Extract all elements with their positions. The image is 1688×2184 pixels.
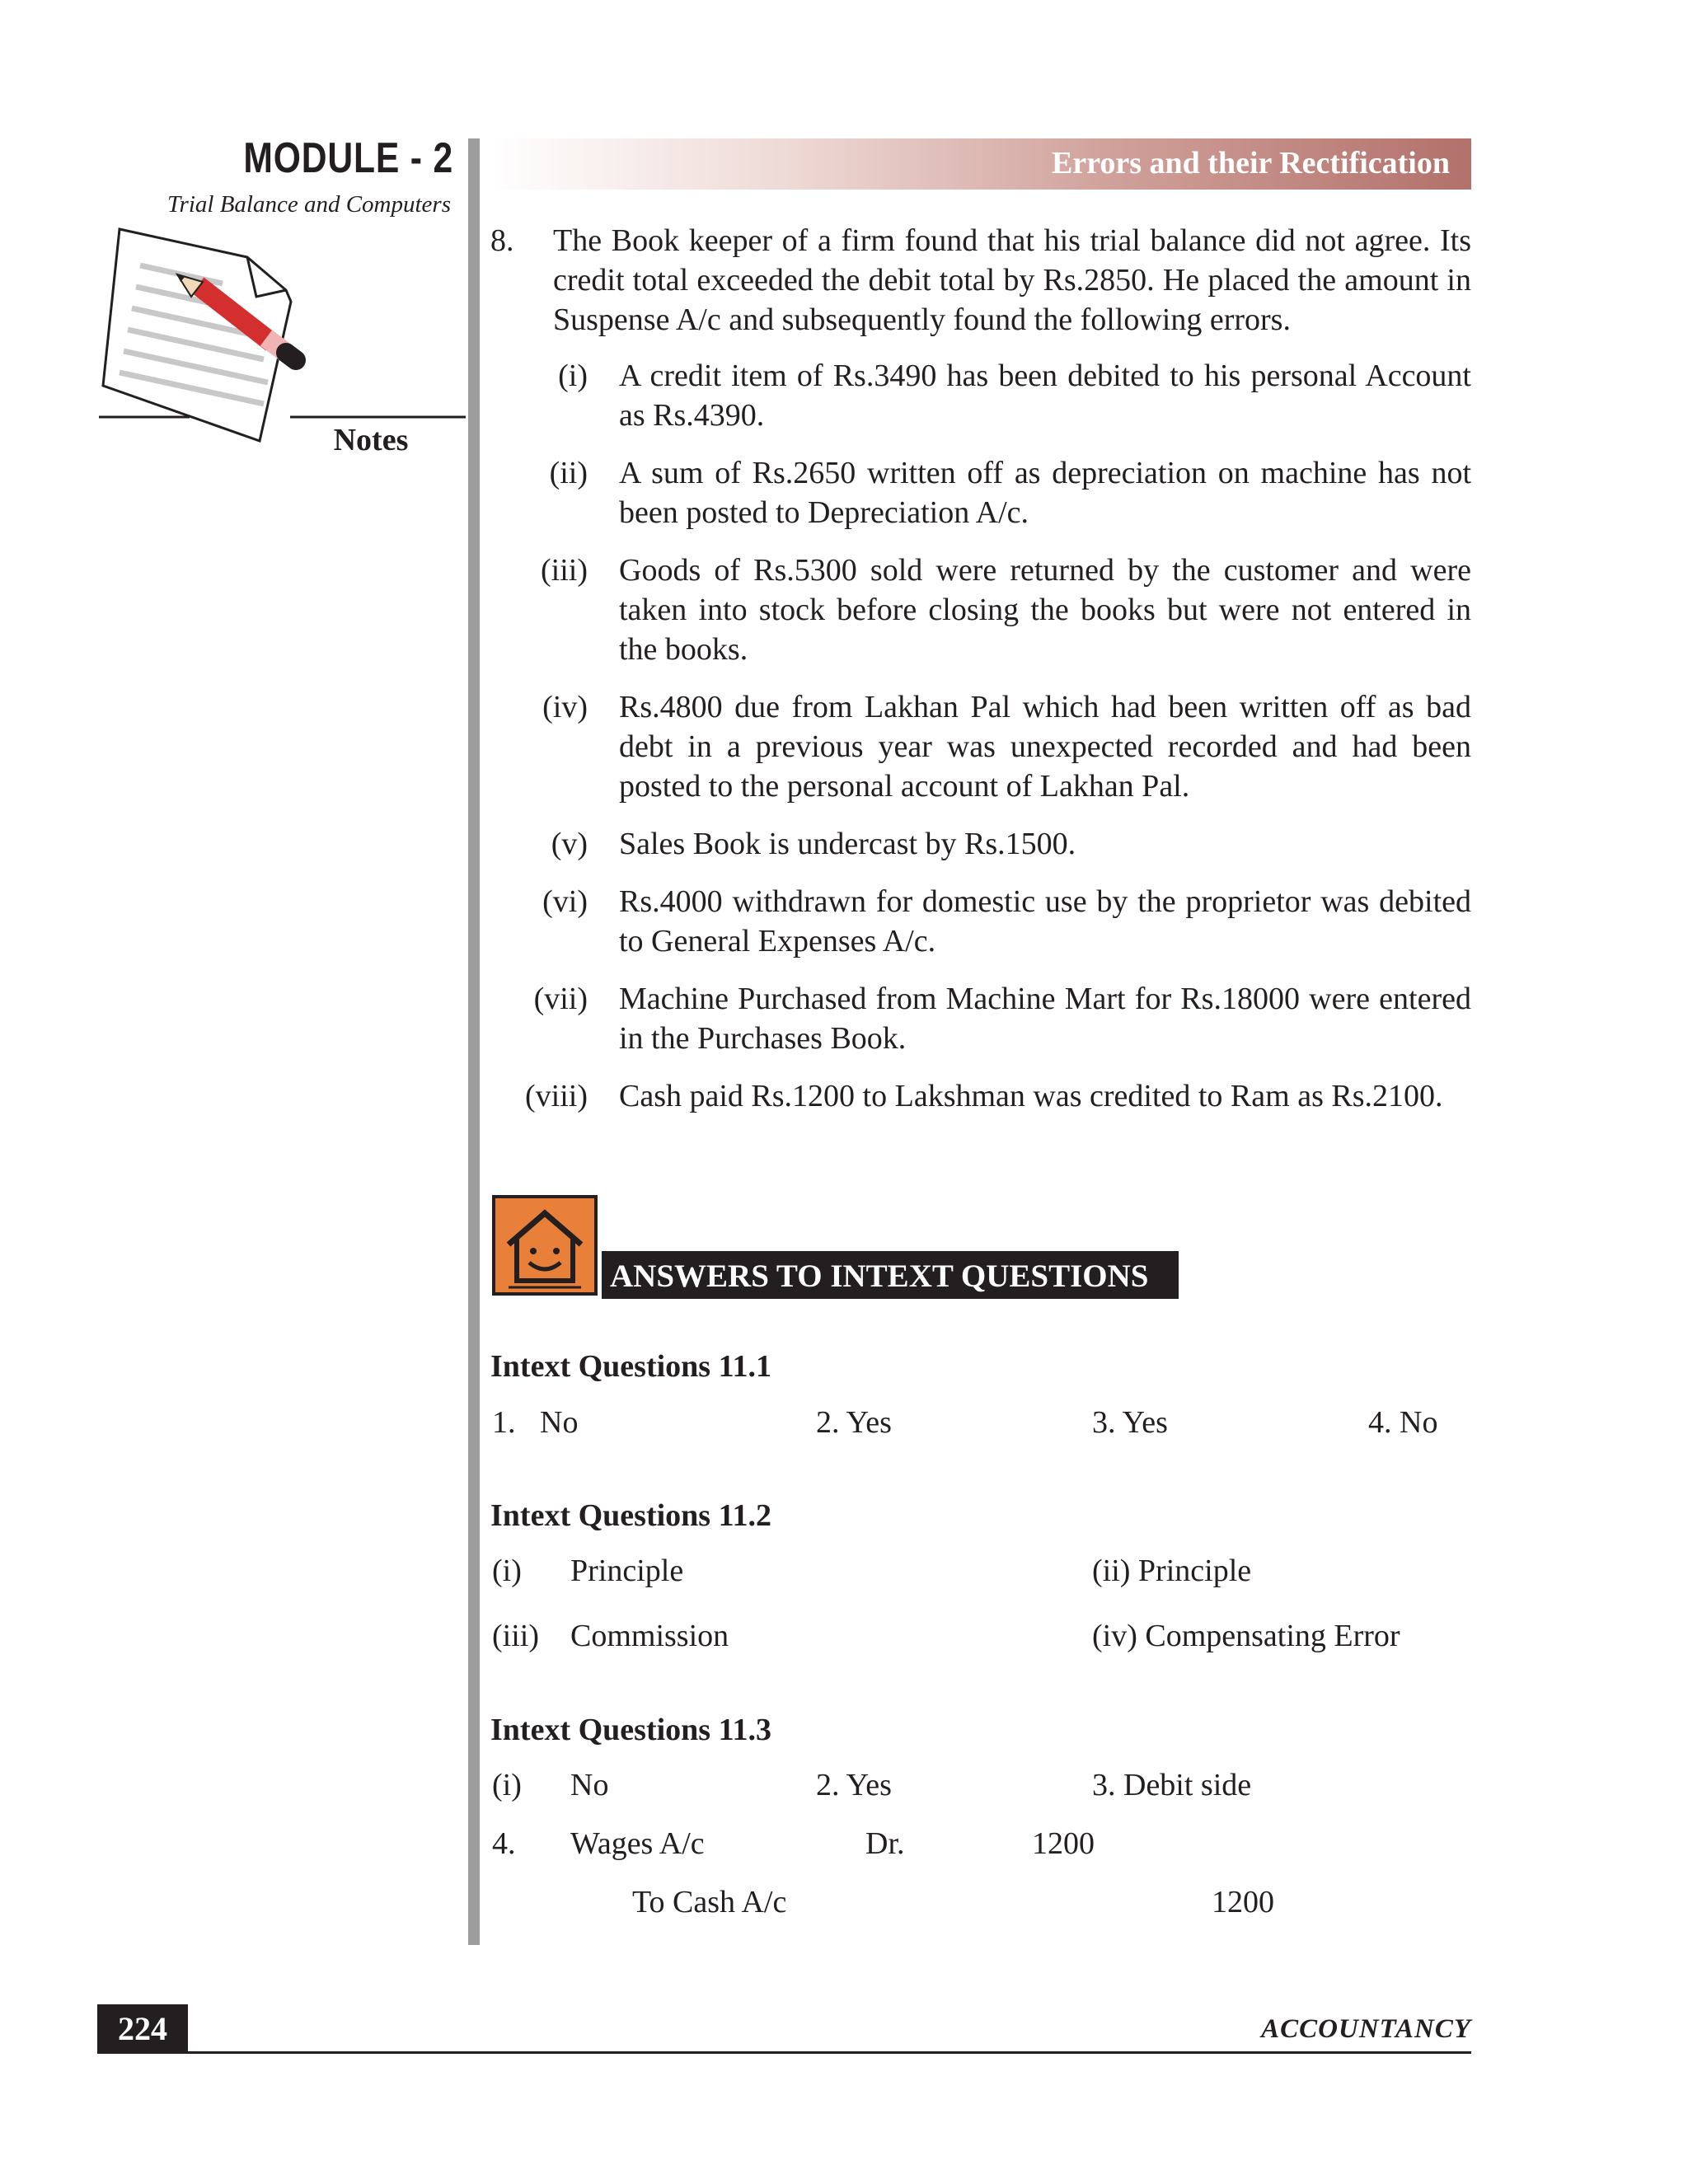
answer-item: 1.	[492, 1405, 516, 1440]
list-item	[490, 453, 1471, 532]
question-number: 8.	[490, 223, 514, 258]
answer-item: (iv) Compensating Error	[1092, 1619, 1400, 1653]
list-item-number: (viii)	[525, 1079, 588, 1113]
list-item	[490, 979, 1471, 1058]
page-number: 224	[118, 2010, 167, 2047]
list-item-number: (iii)	[541, 553, 588, 588]
list-item-number: (vi)	[542, 884, 588, 919]
list-item-text: Rs.4000 withdrawn for domestic use by the proprietor was debited to General Expenses A/c.	[619, 884, 1471, 958]
answer-item: Commission	[570, 1619, 729, 1653]
journal-dr-label: Dr.	[865, 1826, 905, 1861]
answer-item: No	[540, 1405, 579, 1440]
answer-item: (i)	[492, 1768, 522, 1802]
section-title-11-3: Intext Questions 11.3	[490, 1713, 771, 1747]
journal-debit-amount: 1200	[1032, 1826, 1095, 1861]
error-list	[490, 356, 1471, 1116]
section-title-11-2: Intext Questions 11.2	[490, 1498, 771, 1533]
notes-label: Notes	[333, 423, 409, 457]
list-item-number: (i)	[558, 359, 588, 393]
list-item	[490, 551, 1471, 669]
answer-item: 3. Yes	[1092, 1405, 1168, 1440]
question-row	[490, 221, 1471, 340]
list-item	[490, 1076, 1471, 1116]
answer-item: 2. Yes	[816, 1768, 892, 1802]
answer-item: (ii) Principle	[1092, 1554, 1252, 1588]
answer-item: 2. Yes	[816, 1405, 892, 1440]
list-item-text: Machine Purchased from Machine Mart for Rs.18000 were entered in the Purchases Book.	[619, 982, 1471, 1056]
footer-subject: ACCOUNTANCY	[1261, 2014, 1471, 2044]
journal-entry-number: 4.	[492, 1826, 516, 1861]
question-block	[490, 221, 1471, 1116]
header-band	[490, 138, 1471, 190]
margin-divider	[468, 138, 480, 1945]
list-item-text: Cash paid Rs.1200 to Lakshman was credited to Ram as Rs.2100.	[619, 1079, 1443, 1113]
list-item	[490, 882, 1471, 961]
answer-item: (i)	[492, 1554, 522, 1588]
answer-item: 4. No	[1368, 1405, 1438, 1440]
list-item-text: Goods of Rs.5300 sold were returned by the customer and were taken into stock before closing the books but were not entered in the books.	[619, 553, 1471, 667]
list-item-number: (v)	[551, 827, 588, 861]
answer-item: (iii)	[492, 1619, 539, 1653]
question-text: The Book keeper of a firm found that his trial balance did not agree. Its credit total exceeded the debit total by Rs.2850. He placed the amount in Suspense A/c and subsequently found the following errors.	[553, 223, 1471, 337]
answer-item: No	[570, 1768, 609, 1802]
list-item	[490, 356, 1471, 435]
journal-credit-account: To Cash A/c	[632, 1885, 787, 1919]
list-item-number: (ii)	[549, 456, 588, 490]
list-item-text: Sales Book is undercast by Rs.1500.	[619, 827, 1076, 861]
journal-debit-account: Wages A/c	[570, 1826, 705, 1861]
journal-credit-amount: 1200	[1212, 1885, 1274, 1919]
answers-house-icon	[492, 1195, 598, 1296]
module-subtitle: Trial Balance and Computers	[167, 191, 451, 218]
page-number-box	[97, 2004, 188, 2054]
list-item-text: Rs.4800 due from Lakhan Pal which had been written off as bad debt in a previous year was unexpected recorded and had been posted to the personal account of Lakhan Pal.	[619, 690, 1471, 804]
list-item-number: (iv)	[542, 690, 588, 724]
section-title-11-1: Intext Questions 11.1	[490, 1349, 771, 1384]
answers-heading-bar	[602, 1251, 1179, 1299]
answer-item: Principle	[570, 1554, 684, 1588]
list-item	[490, 824, 1471, 864]
list-item-text: A credit item of Rs.3490 has been debited to his personal Account as Rs.4390.	[619, 359, 1471, 433]
header-title: Errors and their Rectification	[1051, 146, 1450, 180]
answer-item: 3. Debit side	[1092, 1768, 1252, 1802]
module-title: MODULE - 2	[243, 134, 453, 182]
list-item	[490, 687, 1471, 806]
footer-rule	[97, 2051, 1471, 2054]
list-item-text: A sum of Rs.2650 written off as depreciation on machine has not been posted to Depreciation A/c.	[619, 456, 1471, 530]
answers-heading: ANSWERS TO INTEXT QUESTIONS	[610, 1258, 1149, 1294]
list-item-number: (vii)	[533, 982, 588, 1016]
